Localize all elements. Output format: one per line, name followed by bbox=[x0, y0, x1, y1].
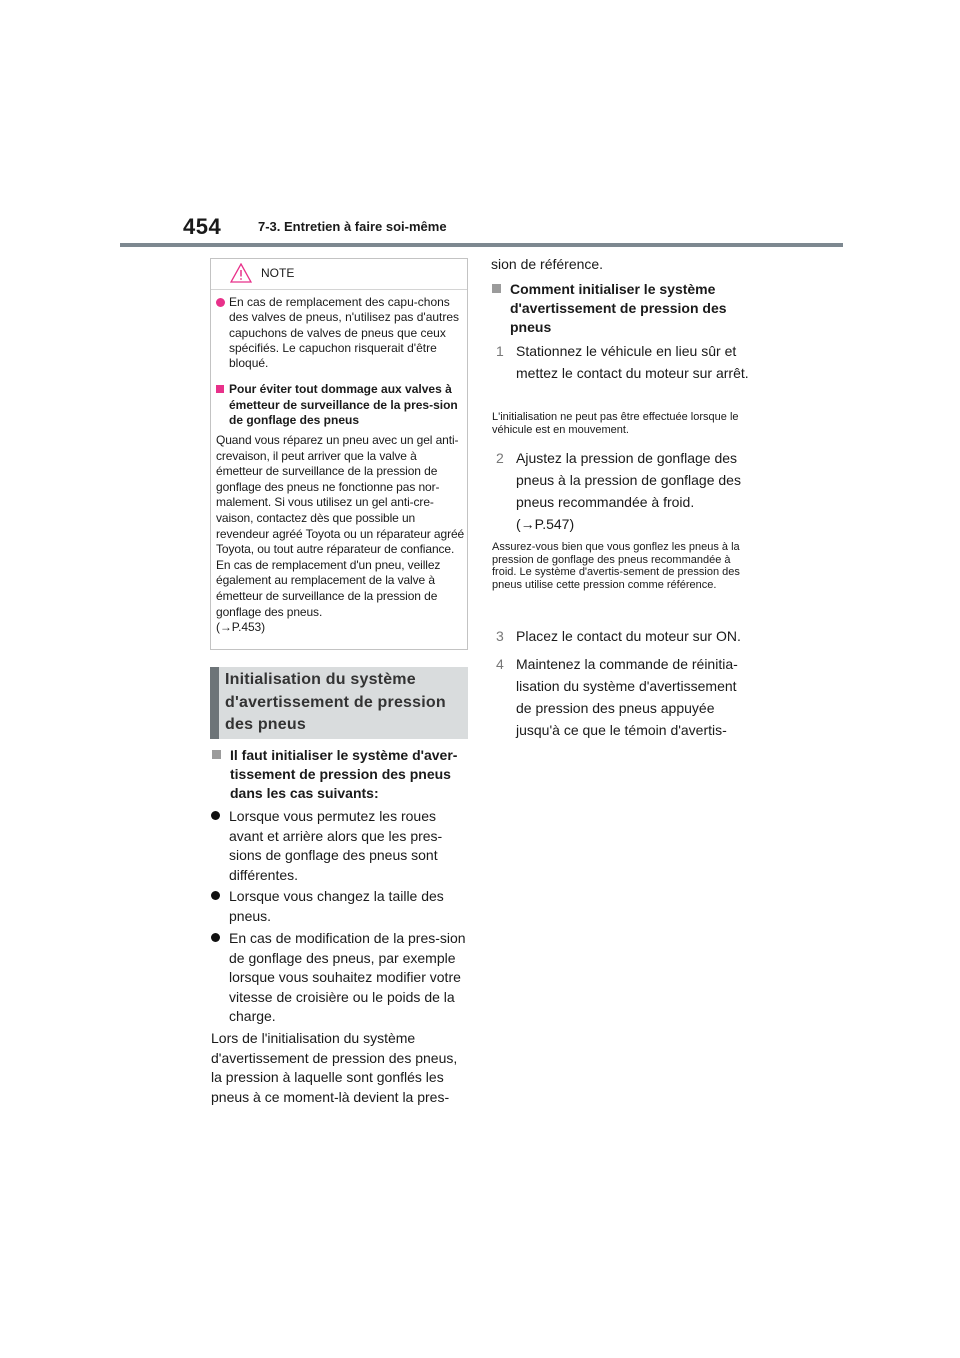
bullet-dot-icon bbox=[211, 933, 220, 942]
note-subheading bbox=[216, 382, 462, 429]
note-label: NOTE bbox=[261, 266, 295, 280]
bullet-dot-icon bbox=[211, 811, 220, 820]
step-number: 4 bbox=[496, 656, 504, 672]
step-2 bbox=[496, 447, 750, 535]
step-ref-link[interactable]: (→P.547) bbox=[516, 516, 575, 532]
left-subheading-text: Il faut initialiser le système d'aver-tissement de pression des pneus dans les cas suivants: bbox=[230, 747, 458, 801]
list-item-text: Lorsque vous permutez les roues avant et arrière alors que les pres-sions de gonflage des pneus sont différentes. bbox=[229, 808, 443, 883]
note-bullet-text: En cas de remplacement des capu-chons des valves de pneus, n'utilisez pas d'autres capuchons de valves de pneus que ceux spécifiés. Le capuchon risquerait d'être bloqué. bbox=[229, 295, 460, 371]
step-text: Ajustez la pression de gonflage des pneus à la pression de gonflage des pneus recommandée à froid. bbox=[516, 450, 741, 510]
header-divider bbox=[120, 243, 843, 247]
step-text: Placez le contact du moteur sur ON. bbox=[516, 628, 741, 644]
note-bullet bbox=[216, 295, 460, 371]
step-note-1: L'initialisation ne peut pas être effectuée lorsque le véhicule est en mouvement. bbox=[492, 411, 739, 436]
section-title: 7-3. Entretien à faire soi-même bbox=[258, 219, 447, 234]
list-item bbox=[211, 887, 469, 926]
list-item-text: Lorsque vous changez la taille des pneus. bbox=[229, 888, 444, 924]
bullet-dot-icon bbox=[211, 891, 220, 900]
heading-accent-bar bbox=[210, 667, 219, 739]
step-text: Stationnez le véhicule en lieu sûr et mettez le contact du moteur sur arrêt. bbox=[516, 343, 749, 381]
section-heading bbox=[210, 667, 468, 739]
square-bullet-icon bbox=[212, 750, 221, 759]
square-bullet-icon bbox=[492, 284, 501, 293]
step-number: 3 bbox=[496, 628, 504, 644]
step-text: Maintenez la commande de réinitia-lisation du système d'avertissement de pression des pneus appuyée jusqu'à ce que le témoin d'avertis- bbox=[516, 656, 738, 738]
note-header bbox=[211, 259, 467, 290]
list-item bbox=[211, 807, 469, 885]
square-bullet-icon bbox=[216, 385, 224, 393]
left-subheading bbox=[212, 746, 470, 803]
right-continuation: sion de référence. bbox=[491, 256, 604, 272]
right-subheading bbox=[492, 280, 750, 337]
step-4 bbox=[496, 653, 750, 741]
section-heading-text: Initialisation du système d'avertissement de pression des pneus bbox=[225, 671, 446, 733]
note-box bbox=[210, 258, 468, 650]
list-item bbox=[211, 929, 469, 1027]
right-subheading-text: Comment initialiser le système d'avertissement de pression des pneus bbox=[510, 281, 727, 335]
step-number: 2 bbox=[496, 450, 504, 466]
note-body-text: Quand vous réparez un pneu avec un gel anti-crevaison, il peut arriver que la valve à émetteur de surveillance de la pression de gonflage des pneus ne fonctionne pas nor-malement. Si vous utilisez un gel anti-cre-vaison, contactez dès que possible un revendeur agréé Toyota ou un réparateur agréé Toyota, ou tout autre réparateur de confiance. En cas de remplacement d'un pneu, veillez également au remplacement de la valve à émetteur de surveillance de la pression de gonflage des pneus. bbox=[216, 433, 465, 619]
bullet-dot-icon bbox=[216, 298, 225, 307]
page-number: 454 bbox=[183, 214, 222, 239]
step-3 bbox=[496, 625, 750, 647]
note-subheading-text: Pour éviter tout dommage aux valves à émetteur de surveillance de la pres-sion de gonflage des pneus bbox=[229, 382, 458, 427]
step-note-2: Assurez-vous bien que vous gonflez les pneus à la pression de gonflage des pneus recommandée à froid. Le système d'avertis-sement de pression des pneus utilise cette pression comme référence. bbox=[492, 541, 740, 591]
left-paragraph: Lors de l'initialisation du système d'avertissement de pression des pneus, la pression à laquelle sont gonflés les pneus à ce moment-là devient la pres- bbox=[211, 1030, 458, 1105]
warning-icon bbox=[230, 263, 252, 283]
note-body bbox=[216, 433, 466, 636]
list-item-text: En cas de modification de la pres-sion de gonflage des pneus, par exemple lorsque vous souhaitez modifier votre vitesse de croisière ou le poids de la charge. bbox=[229, 930, 466, 1025]
note-ref-link[interactable]: (→P.453) bbox=[216, 620, 266, 635]
step-1 bbox=[496, 340, 750, 384]
step-number: 1 bbox=[496, 343, 504, 359]
